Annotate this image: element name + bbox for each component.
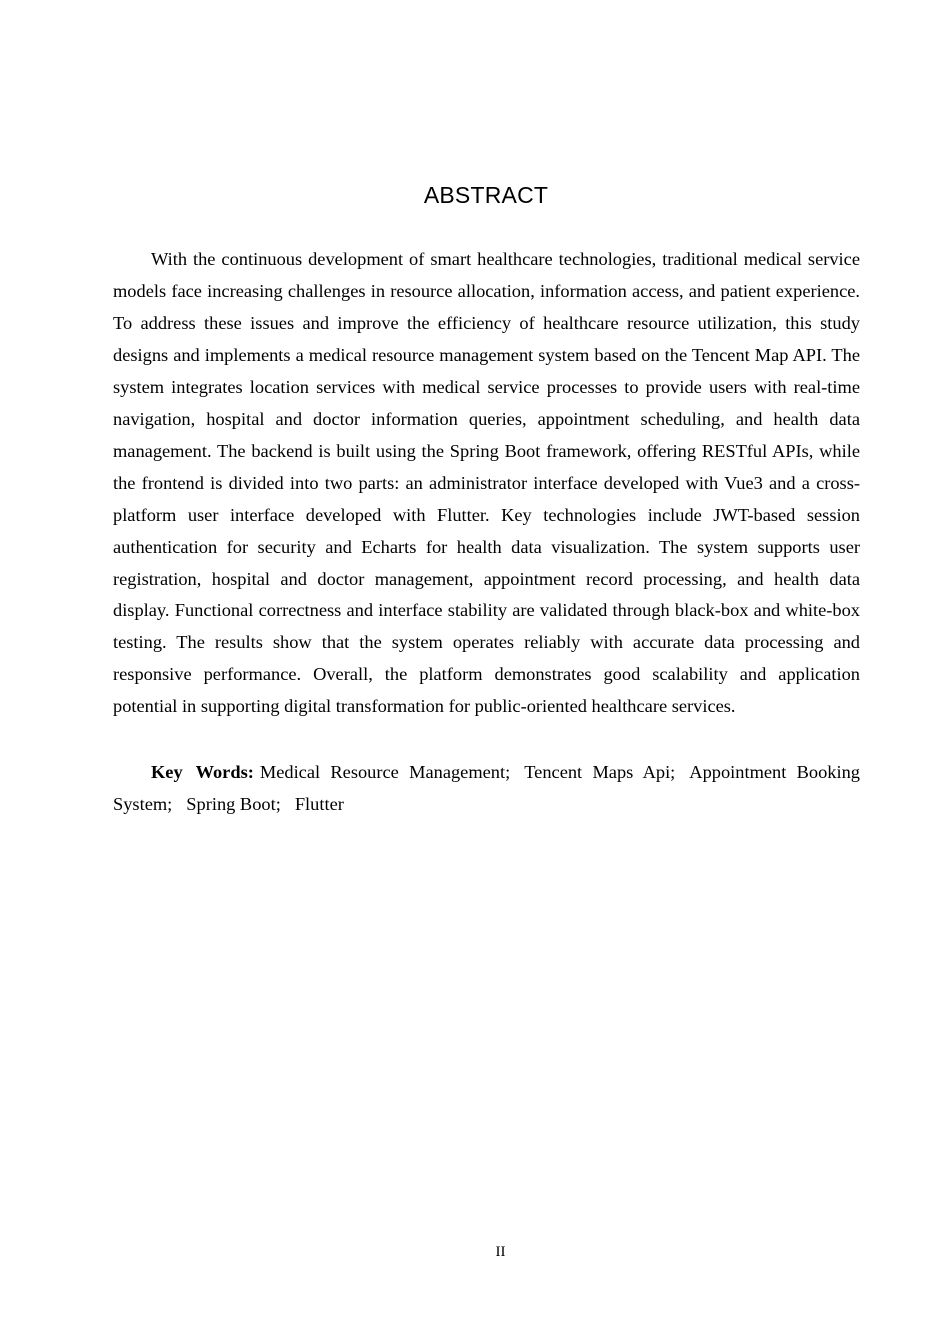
keyword-item: Spring Boot; — [186, 794, 281, 814]
abstract-paragraph: With the continuous development of smart healthcare technologies, traditional medical service models face increasing challenges in resource allocation, information access, and patient experience. To address these issues and improve the efficiency of healthcare resource utilization, this study designs and implements a medical resource management system based on the Tencent Map API. The system integrates location services with medical service processes to provide users with real-time navigation, hospital and doctor information queries, appointment scheduling, and health data management. The backend is built using the Spring Boot framework, offering RESTful APIs, while the frontend is divided into two parts: an administrator interface developed with Vue3 and a cross-platform user interface developed with Flutter. Key technologies include JWT-based session authentication for security and Echarts for health data visualization. The system supports user registration, hospital and doctor management, appointment record processing, and health data display. Functional correctness and interface stability are validated through black-box and white-box testing. The results show that the system operates reliably with accurate data processing and responsive performance. Overall, the platform demonstrates good scalability and application potential in supporting digital transformation for public-oriented healthcare services. — [113, 249, 860, 717]
keywords-label: Key Words — [151, 762, 248, 782]
keyword-item: Medical Resource Management; — [259, 762, 511, 782]
keyword-item: Flutter — [294, 794, 344, 814]
keywords-line — [113, 756, 860, 820]
page-number: II — [495, 1244, 506, 1260]
keyword-item: Appointment Booking System; — [113, 762, 860, 814]
keyword-item: Tencent Maps Api; — [524, 762, 676, 782]
abstract-title: ABSTRACT — [423, 182, 549, 208]
keywords-colon: : — [247, 762, 254, 782]
